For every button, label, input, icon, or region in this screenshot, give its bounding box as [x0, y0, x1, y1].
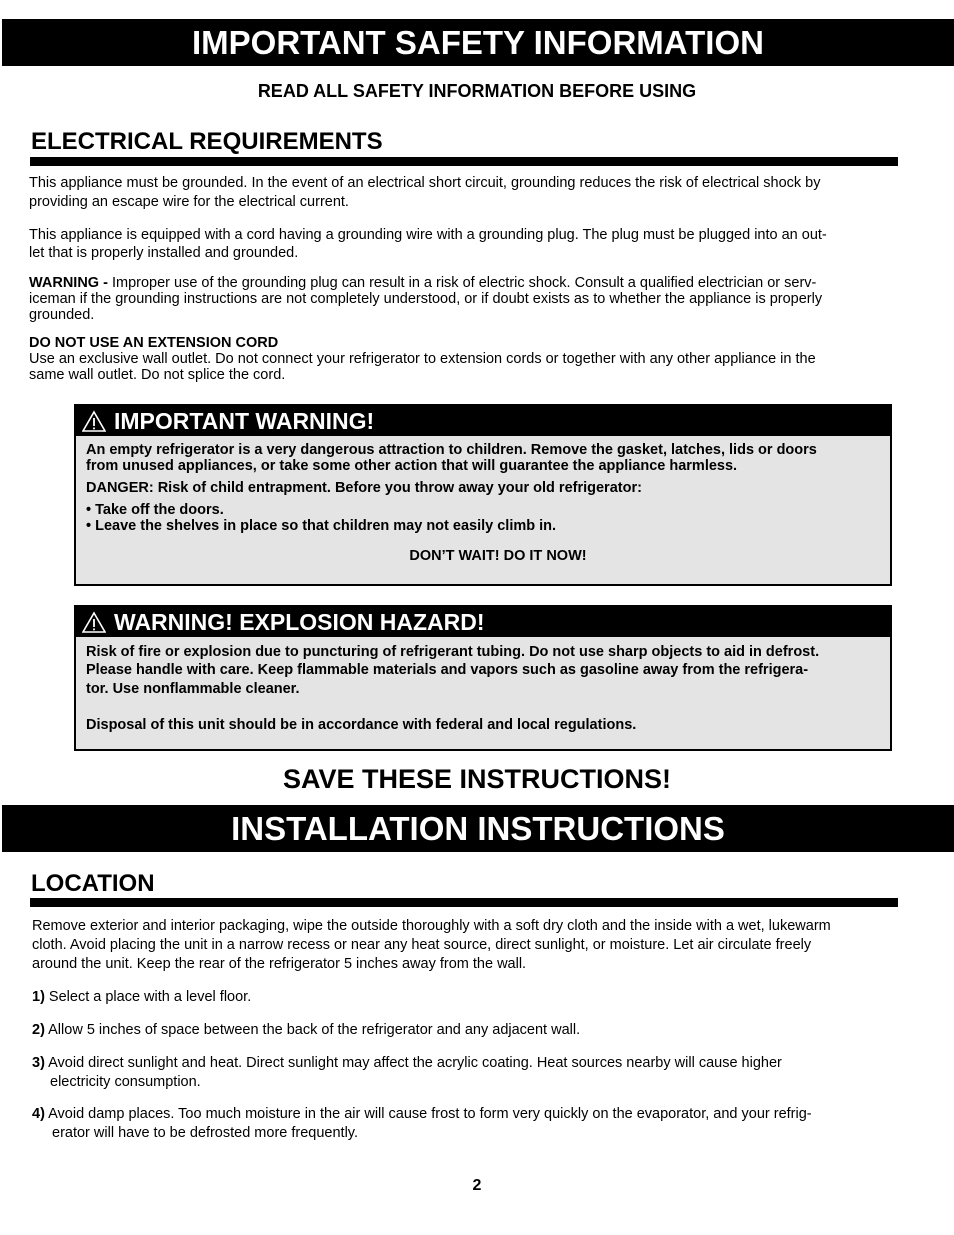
explosion-warning-box: WARNING! EXPLOSION HAZARD! Risk of fire or explosion due to puncturing of refrigerant tubing. Do not use sharp objects to aid in defrost. Please handle with care. Keep flammable materials and vapors such as gasoline away from the refrigera- tor. Use nonflammable cleaner. Disposal of this unit should be in accordance with federal and local regulations. [74, 605, 892, 751]
warning-label: WARNING - [29, 275, 108, 291]
location-rule [30, 898, 898, 907]
safety-subtitle: READ ALL SAFETY INFORMATION BEFORE USING [257, 81, 697, 101]
electrical-heading: ELECTRICAL REQUIREMENTS [31, 128, 383, 155]
location-intro: Remove exterior and interior packaging, wipe the outside thoroughly with a soft dry cloth and the inside with a wet, lukewarm cloth. Avoid placing the unit in a narrow recess or near any heat source, direct sunlight, or moisture. Let air circulate freely around the unit. Keep the rear of the refrigerator 5 inches away from the wall. [32, 918, 831, 972]
list-item: 2) Allow 5 inches of space between the back of the refrigerator and any adjacent wall. [32, 1022, 581, 1038]
extension-cord-notice: DO NOT USE AN EXTENSION CORD Use an exclusive wall outlet. Do not connect your refrigerator to extension cords or together with any other appliance in the same wall outlet. Do not splice the cord. [29, 335, 909, 383]
page-number: 2 [472, 1177, 482, 1194]
save-instructions: SAVE THESE INSTRUCTIONS! [282, 764, 672, 794]
important-warning-title: IMPORTANT WARNING! [114, 408, 375, 434]
bullet-item: • Take off the doors. [86, 502, 224, 518]
grounding-warning: WARNING - Improper use of the grounding plug can result in a risk of electric shock. Consult a qualified electrician or serv- iceman if the grounding instructions are not completely understood, or if doubt exists as to whether the appliance is properly grounded. [29, 275, 823, 323]
safety-banner [2, 19, 954, 66]
disposal-text: Disposal of this unit should be in accordance with federal and local regulations. [86, 717, 637, 733]
installation-banner [2, 805, 954, 852]
list-item: 1) Select a place with a level floor. [32, 989, 252, 1005]
do-it-now-text: DON’T WAIT! DO IT NOW! [409, 548, 587, 564]
installation-title: INSTALLATION INSTRUCTIONS [231, 810, 725, 847]
list-item: 3) Avoid direct sunlight and heat. Direct sunlight may affect the acrylic coating. Heat sources nearby will cause higher electricity consumption. [32, 1055, 782, 1090]
warning-triangle-icon [82, 611, 106, 633]
safety-title: IMPORTANT SAFETY INFORMATION [192, 24, 764, 61]
explosion-warning-header [76, 607, 890, 637]
location-heading: LOCATION [31, 870, 155, 897]
important-warning-box: IMPORTANT WARNING! An empty refrigerator is a very dangerous attraction to children. Remove the gasket, latches, lids or doors from unused appliances, or take some other action that will guarantee the appliance harmless. DANGER: Risk of child entrapment. Before you throw away your old refrigerator: • Take off the doors. • Leave the shelves in place so that children may not easily climb in. DON’T WAIT! DO IT NOW! [74, 404, 892, 586]
explosion-warning-title: WARNING! EXPLOSION HAZARD! [114, 609, 485, 635]
electrical-paragraph-1: This appliance must be grounded. In the event of an electrical short circuit, grounding reduces the risk of electrical shock by providing an escape wire for the electrical current. [29, 175, 821, 210]
extension-cord-label: DO NOT USE AN EXTENSION CORD [29, 335, 279, 351]
danger-text: DANGER: Risk of child entrapment. Before you throw away your old refrigerator: [86, 480, 642, 496]
warning-triangle-icon [82, 410, 106, 432]
bullet-item: • Leave the shelves in place so that children may not easily climb in. [86, 518, 557, 534]
list-item: 4) Avoid damp places. Too much moisture in the air will cause frost to form very quickly on the evaporator, and your refrig- erator will have to be defrosted more frequently. [32, 1106, 812, 1141]
electrical-paragraph-2: This appliance is equipped with a cord having a grounding wire with a grounding plug. The plug must be plugged into an out- let that is properly installed and grounded. [29, 227, 827, 261]
electrical-rule [30, 157, 898, 166]
important-warning-header [76, 406, 890, 436]
